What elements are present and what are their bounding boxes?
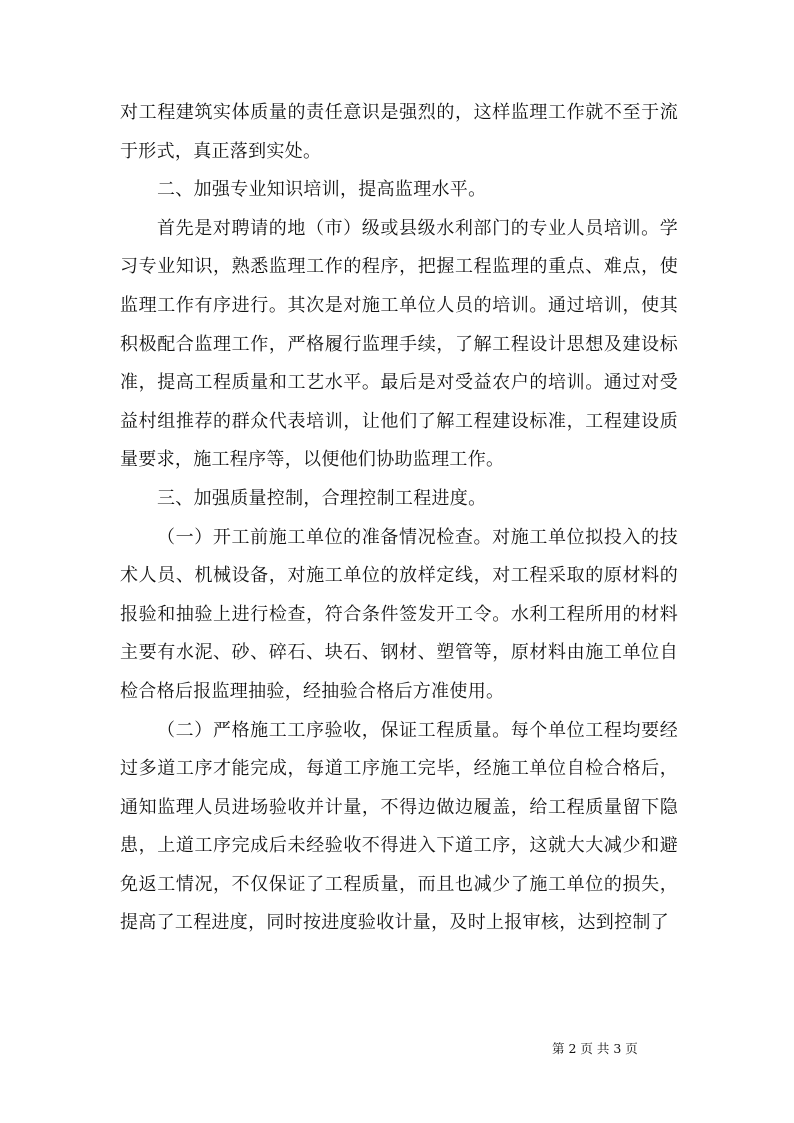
paragraph-item-1: （一）开工前施工单位的准备情况检查。对施工单位拟投入的技术人员、机械设备，对施工单位的放样定线，对工程采取的原材料的报验和抽验上进行检查，符合条件签发开工令。水利工程所用的材料主要有水泥、砂、碎石、块石、钢材、塑管等，原材料由施工单位自检合格后报监理抽验，经抽验合格后方准使用。 — [120, 526, 678, 702]
section-heading-2: 二、加强专业知识培训，提高监理水平。 — [157, 179, 487, 201]
paragraph-continuation: 对工程建筑实体质量的责任意识是强烈的，这样监理工作就不至于流于形式，真正落到实处。 — [120, 102, 678, 162]
page-number-footer: 第 2 页 共 3 页 — [552, 1041, 638, 1056]
section-heading-3: 三、加强质量控制，合理控制工程进度。 — [157, 487, 487, 509]
paragraph-training: 首先是对聘请的地（市）级或县级水利部门的专业人员培训。学习专业知识，熟悉监理工作的程序，把握工程监理的重点、难点，使监理工作有序进行。其次是对施工单位人员的培训。通过培训，使其积极配合监理工作，严格履行监理手续，了解工程设计思想及建设标准，提高工程质量和工艺水平。最后是对受益农户的培训。通过对受益村组推荐的群众代表培训，让他们了解工程建设标准，工程建设质量要求，施工程序等，以便他们协助监理工作。 — [120, 217, 678, 471]
document-body — [120, 94, 678, 943]
paragraph-item-2: （二）严格施工工序验收，保证工程质量。每个单位工程均要经过多道工序才能完成，每道工序施工完毕，经施工单位自检合格后，通知监理人员进场验收并计量，不得边做边履盖，给工程质量留下隐患，上道工序完成后未经验收不得进入下道工序，这就大大减少和避免返工情况，不仅保证了工程质量，而且也减少了施工单位的损失，提高了工程进度，同时按进度验收计量，及时上报审核，达到控制了 — [120, 719, 678, 934]
